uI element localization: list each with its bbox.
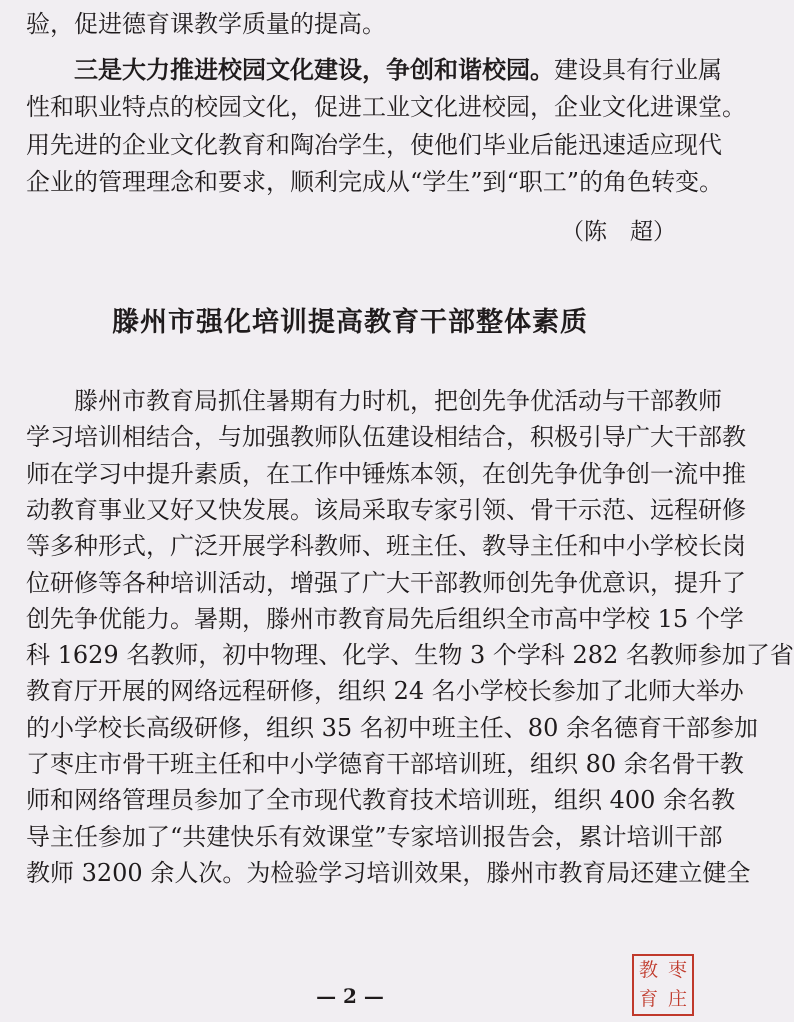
page-number: — 2 — [316,984,384,1008]
article-line: 创先争优能力。暑期，滕州市教育局先后组织全市高中学校 15 个学 [26,604,744,633]
article-line: 教育厅开展的网络远程研修，组织 24 名小学校长参加了北师大举办 [26,677,744,706]
stamp-char: 育 [638,988,658,1010]
stamp-char: 教 [638,959,658,981]
article-title: 滕州市强化培训提高教育干部整体素质 [112,307,588,338]
article-line: 动教育事业又好又快发展。该局采取专家引领、骨干示范、远程研修 [26,495,746,524]
article-line: 科 1629 名教师，初中物理、化学、生物 3 个学科 282 名教师参加了省 [26,641,794,670]
paragraph-line: 验，促进德育课教学质量的提高。 [26,10,386,38]
paragraph-line: 性和职业特点的校园文化，促进工业文化进校园，企业文化进课堂。 [26,93,746,121]
article-line: 滕州市教育局抓住暑期有力时机，把创先争优活动与干部教师 [74,387,722,415]
article-line: 等多种形式，广泛开展学科教师、班主任、教导主任和中小学校长岗 [26,532,746,561]
stamp-char: 庄 [667,988,687,1010]
paragraph-line: 企业的管理理念和要求，顺利完成从“学生”到“职工”的角色转变。 [26,168,724,196]
article-line: 导主任参加了“共建快乐有效课堂”专家培训报告会，累计培训干部 [26,822,723,851]
stamp-char: 枣 [667,959,687,981]
article-line: 师和网络管理员参加了全市现代教育技术培训班，组织 400 余名教 [26,786,736,815]
paragraph-line: 用先进的企业文化教育和陶冶学生，使他们毕业后能迅速适应现代 [26,131,722,159]
paragraph-line [74,54,722,86]
seal-stamp-logo [632,954,694,1016]
article-line: 师在学习中提升素质，在工作中锤炼本领，在创先争优争创一流中推 [26,459,746,488]
article-line: 了枣庄市骨干班主任和中小学德育干部培训班，组织 80 余名骨干教 [26,750,744,778]
article-line: 的小学校长高级研修，组织 35 名初中班主任、80 余名德育干部参加 [26,713,758,742]
article-line: 教师 3200 余人次。为检验学习培训效果，滕州市教育局还建立健全 [26,858,751,887]
bold-heading-text: 三是大力推进校园文化建设，争创和谐校园。 [74,55,554,84]
article-line: 学习培训相结合，与加强教师队伍建设相结合，积极引导广大干部教 [26,423,746,452]
paragraph-text: 建设具有行业属 [554,56,722,84]
author-name: （陈 超） [561,219,676,245]
article-line: 位研修等各种培训活动，增强了广大干部教师创先争优意识，提升了 [26,568,746,597]
